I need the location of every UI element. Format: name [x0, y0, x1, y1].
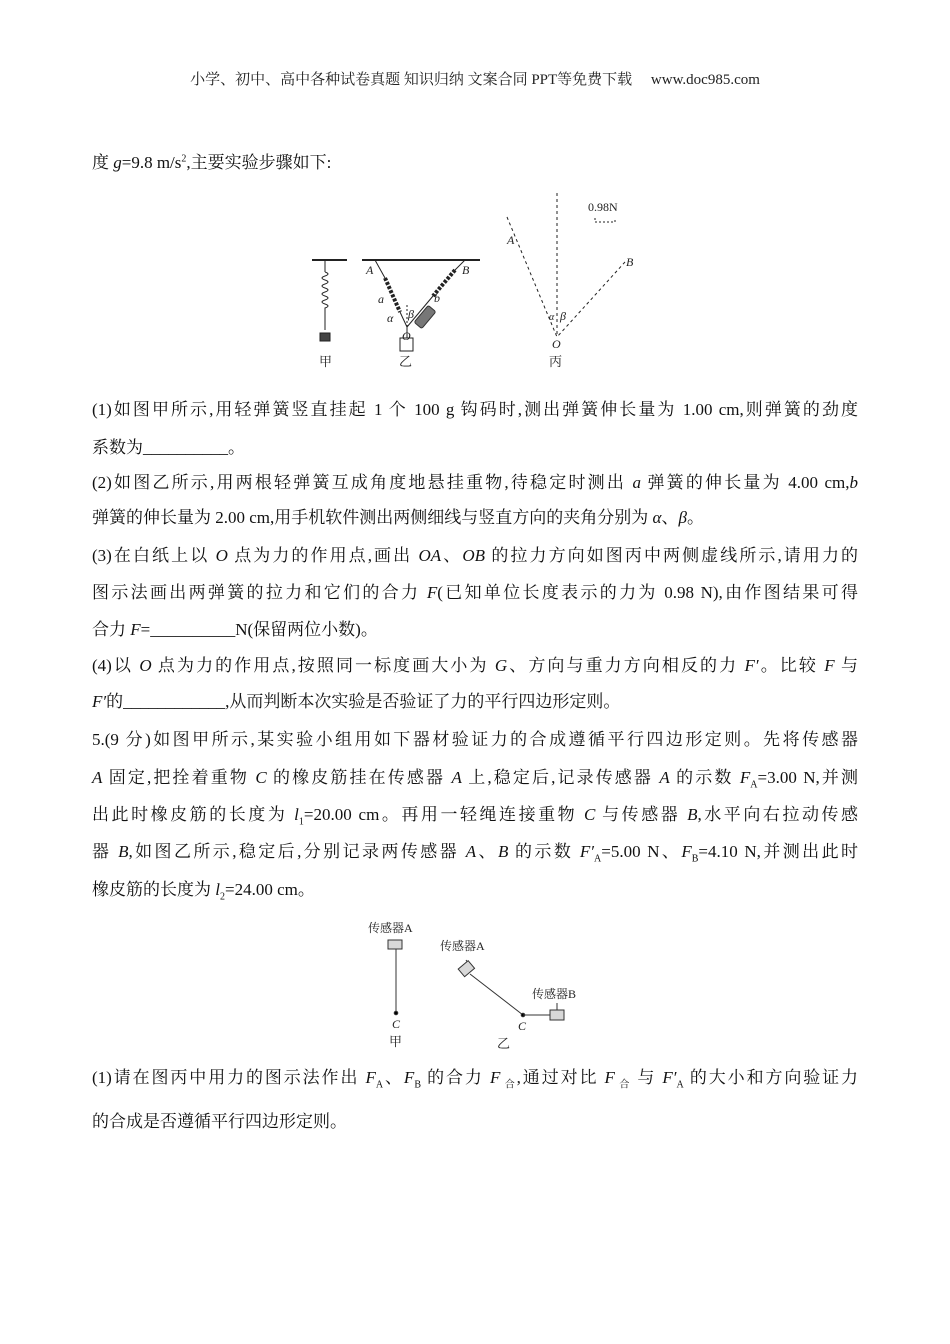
text-segment: (3)在白纸上以 — [92, 546, 216, 565]
figure-spring-experiment — [0, 0, 950, 400]
text-segment: 橡皮筋的长度为 — [92, 880, 216, 899]
text-segment: l — [215, 880, 220, 899]
text-segment: G — [494, 656, 508, 675]
text-segment: 与 — [631, 1068, 663, 1087]
text-line — [92, 619, 858, 641]
text-segment: F — [681, 842, 692, 861]
text-segment: ,水平向右拉动传感 — [697, 805, 859, 824]
page-header: 小学、初中、高中各种试卷真题 知识归纳 文案合同 PPT等免费下载 www.doc985.com — [190, 72, 760, 88]
text-segment: 的示数 — [669, 768, 740, 787]
text-segment: =24.00 cm。 — [224, 880, 315, 899]
text-line — [92, 1067, 858, 1089]
label-O-bing: O — [552, 337, 561, 351]
text-segment: 1 — [298, 816, 304, 828]
text-segment: 的____________,从而判断本次实验是否验证了力的平行四边形定则。 — [106, 692, 621, 711]
text-line — [92, 879, 858, 901]
text-segment: F — [426, 583, 438, 602]
sensor-A-jia — [388, 940, 402, 949]
text-segment: 出此时橡皮筋的长度为 — [92, 805, 295, 824]
text-segment: B — [687, 805, 698, 824]
text-segment: F′ — [662, 1068, 677, 1087]
sensor-A-yi — [458, 961, 474, 977]
text-segment: OB — [462, 546, 486, 565]
text-segment: 的合成是否遵循平行四边形定则。 — [92, 1112, 347, 1131]
text-line — [92, 1111, 858, 1133]
text-segment: F — [365, 1068, 376, 1087]
text-segment: F′ — [744, 656, 759, 675]
text-segment: (2)如图乙所示,用两根轻弹簧互成角度地悬挂重物,待稳定时测出 — [92, 473, 633, 492]
label-alpha-bing: α — [549, 312, 555, 323]
label-A: A — [366, 263, 374, 277]
text-segment: 的合力 — [420, 1068, 490, 1087]
text-line — [92, 437, 858, 459]
spring-jia — [322, 272, 328, 330]
text-segment: 系数为__________。 — [92, 438, 245, 457]
text-segment: =9.8 m/s — [121, 153, 182, 172]
text-segment: B — [691, 853, 699, 865]
text-line — [92, 655, 858, 677]
label-alpha: α — [387, 311, 394, 325]
hook-weight — [320, 333, 330, 341]
text-segment: 点为力的作用点,按照同一标度画大小为 — [151, 656, 495, 675]
text-segment: A — [594, 853, 602, 865]
text-segment: C — [255, 768, 267, 787]
text-line — [92, 804, 858, 826]
sensor-B-yi — [550, 1010, 564, 1020]
text-segment: α — [652, 508, 662, 527]
text-segment: F — [604, 1068, 615, 1087]
text-segment: 、 — [661, 508, 679, 527]
text-segment: =4.10 N,并测出此时 — [698, 842, 858, 861]
text-segment: (1)请在图丙中用力的图示法作出 — [92, 1068, 366, 1087]
text-segment: OA — [418, 546, 442, 565]
phone — [414, 305, 436, 328]
text-segment: A — [659, 768, 670, 787]
text-segment: F — [739, 768, 751, 787]
label-beta: β — [408, 307, 414, 321]
text-line — [92, 691, 858, 713]
text-segment: 、 — [383, 1068, 404, 1087]
label-C-jia: C — [392, 1017, 401, 1031]
text-segment: 合 — [614, 1079, 632, 1091]
text-line — [92, 472, 858, 494]
text-segment: 、 — [476, 842, 498, 861]
text-segment: B — [414, 1079, 421, 1091]
scale-bar — [595, 218, 615, 222]
text-segment: g — [113, 153, 122, 172]
spring-a — [385, 278, 400, 312]
text-segment: a — [632, 473, 641, 492]
label-bing: 丙 — [549, 354, 563, 369]
text-segment: (1)如图甲所示,用轻弹簧竖直挂起 1 个 100 g 钩码时,测出弹簧伸长量为 1.00 cm,则弹簧的劲度 — [92, 400, 858, 419]
text-segment: O — [215, 546, 228, 565]
text-line — [92, 399, 858, 421]
text-segment: 合力 — [92, 620, 131, 639]
label-yi: 乙 — [497, 1036, 511, 1051]
label-jia: 甲 — [389, 1034, 403, 1049]
text-segment: 2 — [219, 891, 225, 903]
text-segment: b — [849, 473, 858, 492]
text-segment: =20.00 cm。再用一轻绳连接重物 — [303, 805, 584, 824]
text-segment: ,主要实验步骤如下: — [186, 153, 332, 172]
text-segment: A — [676, 1079, 684, 1091]
label-sensor-A-jia: 传感器A — [368, 921, 413, 935]
text-segment: F — [130, 620, 141, 639]
text-segment: F — [489, 1068, 501, 1087]
text-segment: 与 — [834, 656, 858, 675]
text-segment: 。比较 — [758, 656, 825, 675]
text-segment: 与传感器 — [595, 805, 688, 824]
text-segment: A — [375, 1079, 384, 1091]
label-jia: 甲 — [319, 354, 333, 369]
text-line — [92, 582, 858, 604]
text-segment: 的大小和方向验证力 — [683, 1068, 859, 1087]
text-segment: 的橡皮筋挂在传感器 — [266, 768, 452, 787]
label-yi: 乙 — [399, 354, 413, 369]
text-segment: 的示数 — [508, 842, 580, 861]
text-line — [92, 545, 858, 567]
text-segment: A — [92, 768, 103, 787]
text-segment: 上,稳定后,记录传感器 — [461, 768, 660, 787]
text-segment: =3.00 N,并测 — [757, 768, 859, 787]
scale-label: 0.98N — [588, 200, 618, 214]
text-segment: A — [465, 842, 477, 861]
label-B: B — [462, 263, 470, 277]
label-O: O — [402, 329, 411, 343]
text-segment: A — [451, 768, 462, 787]
text-line — [92, 767, 858, 789]
label-sensor-B: 传感器B — [532, 987, 577, 1001]
text-segment: 度 — [92, 153, 114, 172]
text-segment: 2 — [181, 153, 187, 165]
label-C-yi: C — [518, 1019, 527, 1033]
label-beta-bing: β — [560, 309, 566, 323]
label-b: b — [434, 291, 440, 305]
text-segment: (4)以 — [92, 656, 140, 675]
text-segment: F′ — [579, 842, 594, 861]
text-segment: 的拉力方向如图丙中两侧虚线所示,请用力的 — [485, 546, 859, 565]
text-segment: 点为力的作用点,画出 — [227, 546, 419, 565]
text-segment: O — [139, 656, 152, 675]
text-segment: 。 — [686, 508, 704, 527]
line-OB — [557, 262, 625, 337]
text-segment: ,如图乙所示,稳定后,分别记录两传感器 — [128, 842, 466, 861]
text-segment: F — [824, 656, 835, 675]
text-segment: F′ — [92, 692, 107, 711]
text-segment: 、 — [441, 546, 463, 565]
text-segment: 固定,把拴着重物 — [102, 768, 256, 787]
label-B-bing: B — [626, 255, 634, 269]
text-line — [92, 841, 858, 863]
label-A-bing: A — [507, 233, 515, 247]
text-segment: 5.(9 分)如图甲所示,某实验小组用如下器材验证力的合成遵循平行四边形定则。先将传感器 — [92, 730, 858, 749]
text-segment: =__________N(保留两位小数)。 — [140, 620, 378, 639]
text-segment: A — [750, 779, 758, 791]
text-segment: 合 — [500, 1079, 517, 1091]
text-segment: 、方向与重力方向相反的力 — [507, 656, 745, 675]
text-segment: β — [678, 508, 687, 527]
text-segment: B — [497, 842, 509, 861]
text-segment: 弹簧的伸长量为 2.00 cm,用手机软件测出两侧细线与竖直方向的夹角分别为 — [92, 508, 653, 527]
label-sensor-A-yi: 传感器A — [440, 939, 485, 953]
text-line — [92, 507, 858, 529]
text-segment: 图示法画出两弹簧的拉力和它们的合力 — [92, 583, 427, 602]
text-segment: (已知单位长度表示的力为 0.98 N),由作图结果可得 — [437, 583, 858, 602]
label-a: a — [378, 292, 384, 306]
text-segment: F — [403, 1068, 415, 1087]
text-segment: 弹簧的伸长量为 4.00 cm, — [641, 473, 850, 492]
text-segment: ,通过对比 — [516, 1068, 605, 1087]
text-segment: l — [294, 805, 299, 824]
text-segment: =5.00 N、 — [601, 842, 682, 861]
text-segment: C — [584, 805, 596, 824]
text-line — [92, 729, 858, 751]
text-segment: 器 — [92, 842, 119, 861]
text-segment: B — [118, 842, 129, 861]
